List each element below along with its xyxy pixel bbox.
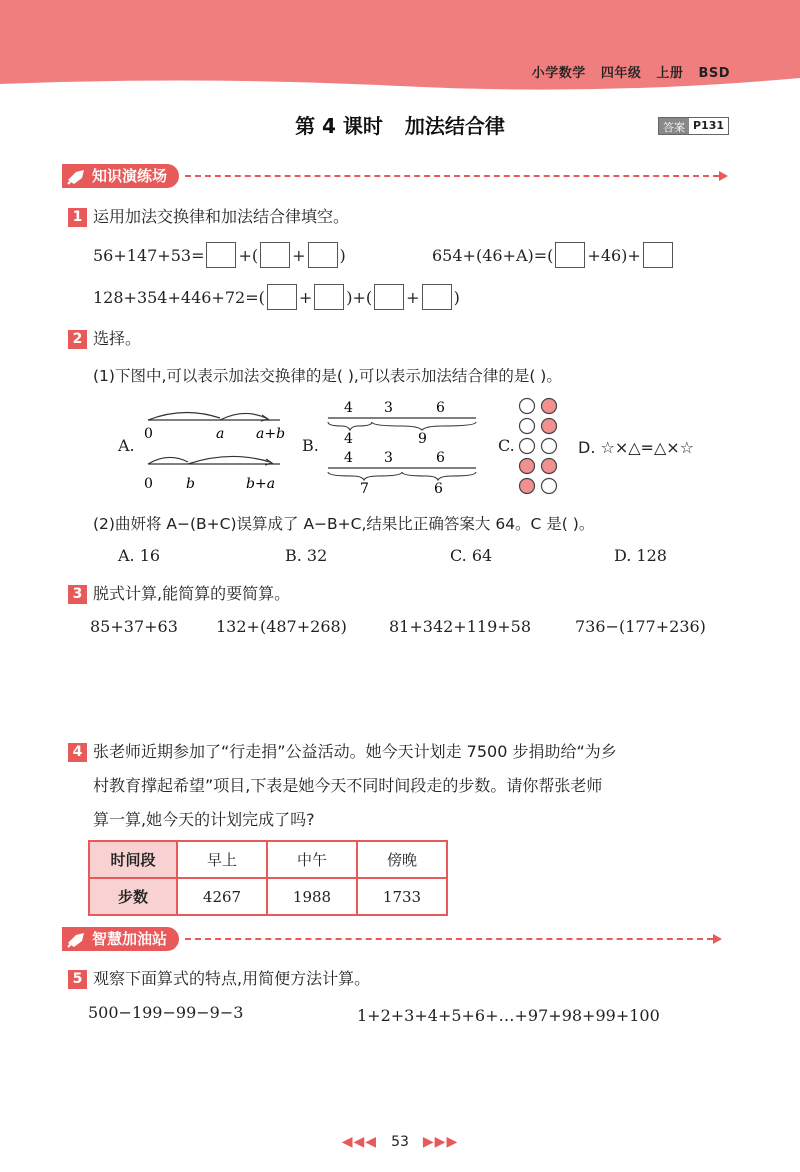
option-c-dot-grid bbox=[514, 396, 564, 498]
sum-label: 4 bbox=[344, 431, 353, 447]
tick-label: b+a bbox=[246, 476, 276, 492]
q5-expr-1: 500−199−99−9−3 bbox=[88, 1003, 244, 1022]
book-info bbox=[522, 62, 730, 81]
row-header: 时间段 bbox=[89, 841, 177, 878]
segment-label: 6 bbox=[436, 400, 445, 416]
dot bbox=[520, 439, 535, 454]
tick-label: 0 bbox=[144, 476, 153, 492]
segment-label: 3 bbox=[384, 450, 393, 466]
q5-number: 5 bbox=[68, 970, 87, 989]
answer-box[interactable] bbox=[422, 284, 452, 310]
rocket-icon bbox=[66, 166, 88, 186]
q3-expr-3: 81+342+119+58 bbox=[389, 617, 532, 636]
answer-box[interactable] bbox=[643, 242, 673, 268]
row-header: 步数 bbox=[89, 878, 177, 915]
section-banner-practice bbox=[62, 163, 728, 189]
page-footer bbox=[0, 1134, 800, 1150]
answer-page: P131 bbox=[693, 119, 725, 132]
tick-label: b bbox=[186, 476, 195, 492]
option-d: D. ☆×△=△×☆ bbox=[578, 438, 695, 457]
answer-box[interactable] bbox=[314, 284, 344, 310]
sum-label: 7 bbox=[360, 481, 369, 496]
table-cell: 1733 bbox=[357, 878, 447, 915]
dot bbox=[542, 439, 557, 454]
grade: 四年级 bbox=[600, 66, 642, 81]
segment-label: 4 bbox=[344, 400, 353, 416]
volume: 上册 bbox=[656, 66, 684, 81]
tick-label: 0 bbox=[144, 426, 153, 442]
answer-label: 答案 bbox=[659, 118, 689, 134]
q1-expression-3: 128+354+446+72=( + ) + ( + ) bbox=[93, 284, 460, 310]
q5-expr-2: 1+2+3+4+5+6+…+97+98+99+100 bbox=[357, 1006, 660, 1025]
steps-table bbox=[88, 840, 448, 916]
option-c-label: C. bbox=[498, 436, 515, 455]
answer-box[interactable] bbox=[308, 242, 338, 268]
dashed-divider bbox=[185, 938, 713, 940]
answer-box[interactable] bbox=[267, 284, 297, 310]
sum-label: 9 bbox=[418, 431, 427, 447]
q4-prompt: 4 张老师近期参加了“行走捐”公益活动。她今天计划走 7500 步捐助给“为乡 村教育撑起希望”项目,下表是她今天不同时间段走的步数。请你帮张老师 算一算,她今天的计划完成了吗? bbox=[68, 735, 728, 837]
table-row bbox=[89, 841, 447, 878]
q1-prompt: 1 运用加法交换律和加法结合律填空。 bbox=[68, 204, 349, 227]
table-cell: 4267 bbox=[177, 878, 267, 915]
q2-prompt: 2 选择。 bbox=[68, 326, 141, 349]
segment-label: 4 bbox=[344, 450, 353, 466]
q1-number: 1 bbox=[68, 208, 87, 227]
q3-expr-4: 736−(177+236) bbox=[575, 617, 706, 636]
choice-a[interactable]: A. 16 bbox=[118, 546, 161, 565]
segment-label: 6 bbox=[436, 450, 445, 466]
answer-tag[interactable] bbox=[658, 117, 729, 135]
option-a-label: A. bbox=[118, 436, 135, 455]
dot bbox=[542, 479, 557, 494]
answer-box[interactable] bbox=[206, 242, 236, 268]
dot bbox=[520, 399, 535, 414]
q2-sub2: (2)曲妍将 A−(B+C)误算成了 A−B+C,结果比正确答案大 64。C 是( )。 bbox=[93, 515, 595, 533]
q1-expression-2: 654+(46+A)=( +46)+ bbox=[432, 242, 675, 268]
q3-prompt: 3 脱式计算,能简算的要简算。 bbox=[68, 581, 290, 604]
table-row bbox=[89, 878, 447, 915]
prev-page-icon[interactable]: ◀◀◀ bbox=[341, 1134, 378, 1150]
answer-box[interactable] bbox=[555, 242, 585, 268]
choice-b[interactable]: B. 32 bbox=[285, 546, 328, 565]
arrow-icon bbox=[719, 171, 728, 181]
section-banner-bonus bbox=[62, 926, 722, 952]
header-band bbox=[0, 0, 800, 110]
dot bbox=[520, 419, 535, 434]
choice-d[interactable]: D. 128 bbox=[614, 546, 667, 565]
q3-number: 3 bbox=[68, 585, 87, 604]
table-cell: 中午 bbox=[267, 841, 357, 878]
next-page-icon[interactable]: ▶▶▶ bbox=[422, 1134, 459, 1150]
tick-label: a+b bbox=[256, 426, 286, 442]
q5-prompt: 5 观察下面算式的特点,用简便方法计算。 bbox=[68, 966, 370, 989]
q2-number: 2 bbox=[68, 330, 87, 349]
table-cell: 早上 bbox=[177, 841, 267, 878]
page-number: 53 bbox=[391, 1134, 409, 1150]
tick-label: a bbox=[216, 426, 225, 442]
dot bbox=[542, 419, 557, 434]
dot bbox=[520, 479, 535, 494]
edition: BSD bbox=[698, 66, 730, 81]
lesson-number: 第 4 课时 bbox=[295, 114, 383, 138]
q4-number: 4 bbox=[68, 743, 87, 762]
rocket-icon bbox=[66, 929, 88, 949]
q1-expression-1: 56+147+53= + ( + ) bbox=[93, 242, 346, 268]
dot bbox=[542, 399, 557, 414]
answer-box[interactable] bbox=[260, 242, 290, 268]
q2-sub1: (1)下图中,可以表示加法交换律的是( ),可以表示加法结合律的是( )。 bbox=[93, 367, 562, 385]
choice-c[interactable]: C. 64 bbox=[450, 546, 493, 565]
table-cell: 傍晚 bbox=[357, 841, 447, 878]
segment-label: 3 bbox=[384, 400, 393, 416]
table-cell: 1988 bbox=[267, 878, 357, 915]
section-title: 知识演练场 bbox=[62, 164, 179, 188]
dot bbox=[542, 459, 557, 474]
arrow-icon bbox=[713, 934, 722, 944]
lesson-topic: 加法结合律 bbox=[404, 114, 505, 138]
dashed-divider bbox=[185, 175, 719, 177]
section-title: 智慧加油站 bbox=[62, 927, 179, 951]
q3-expr-1: 85+37+63 bbox=[90, 617, 178, 636]
option-b-label: B. bbox=[302, 436, 319, 455]
dot bbox=[520, 459, 535, 474]
subject: 小学数学 bbox=[531, 66, 586, 81]
answer-box[interactable] bbox=[374, 284, 404, 310]
option-b-diagram bbox=[322, 396, 482, 496]
option-a-diagram bbox=[140, 398, 300, 494]
q3-expr-2: 132+(487+268) bbox=[216, 617, 347, 636]
sum-label: 6 bbox=[434, 481, 443, 496]
